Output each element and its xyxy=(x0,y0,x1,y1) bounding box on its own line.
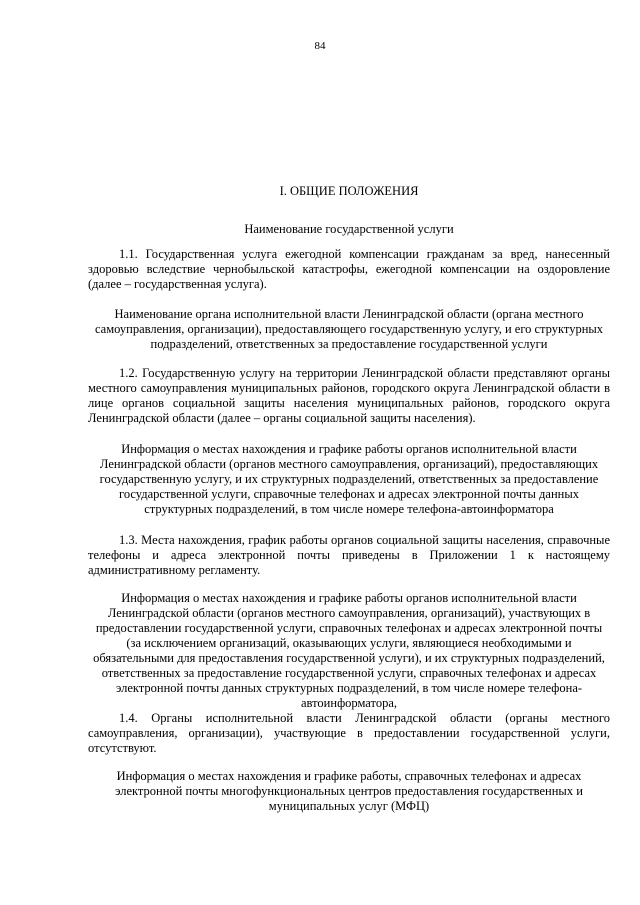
paragraph-1-4: 1.4. Органы исполнительной власти Ленинградской области (органы местного самоуправления, организации), участвующие в предоставлении государственной услуги, отсутствуют. xyxy=(88,711,610,755)
heading-info-participants: Информация о местах нахождения и графике работы органов исполнительной власти Ленинградской области (органов местного самоуправления, организаций), участвующих в предоставлении государственной услуги, справочных телефонах и адресах электронной почты (за исключением организаций, оказывающих услуги, являющиеся необходимыми и обязательными для предоставления государственной услуги), и их структурных подразделений, ответственных за предоставление государственной услуги, справочных телефонах и адресах электронной почты данных структурных подразделений, в том числе номере телефона-автоинформатора, xyxy=(93,591,605,710)
page-number: 84 xyxy=(314,40,326,52)
subtitle-service-name: Наименование государственной услуги xyxy=(244,222,454,236)
paragraph-1-1: 1.1. Государственная услуга ежегодной компенсации гражданам за вред, нанесенный здоровью вследствие чернобыльской катастрофы, ежегодной компенсации на оздоровление (далее – государственная услуга). xyxy=(88,247,610,291)
section-title: I. ОБЩИЕ ПОЛОЖЕНИЯ xyxy=(279,184,419,198)
paragraph-1-3: 1.3. Места нахождения, график работы органов социальной защиты населения, справочные телефоны и адреса электронной почты приведены в Приложении 1 к настоящему административному регламенту. xyxy=(88,533,610,577)
heading-mfc-info: Информация о местах нахождения и графике работы, справочных телефонах и адресах электронной почты многофункциональных центров предоставления государственных и муниципальных услуг (МФЦ) xyxy=(115,769,583,813)
heading-info-locations: Информация о местах нахождения и графике работы органов исполнительной власти Ленинградской области (органов местного самоуправления, организаций), предоставляющих государственную услугу, и их структурных подразделений, ответственных за предоставление государственной услуги, справочные телефонах и адресах электронной почты данных структурных подразделений, в том числе номере телефона-автоинформатора xyxy=(99,442,599,516)
heading-organ-name: Наименование органа исполнительной власти Ленинградской области (органа местного самоуправления, организации), предоставляющего государственную услугу, и его структурных подразделений, ответственных за предоставление государственной услуги xyxy=(94,307,604,351)
paragraph-1-2: 1.2. Государственную услугу на территории Ленинградской области представляют органы местного самоуправления муниципальных районов, городского округа Ленинградской области в лице органов социальной защиты населения муниципальных районов, городского округа Ленинградской области (далее – органы социальной защиты населения). xyxy=(88,366,610,425)
